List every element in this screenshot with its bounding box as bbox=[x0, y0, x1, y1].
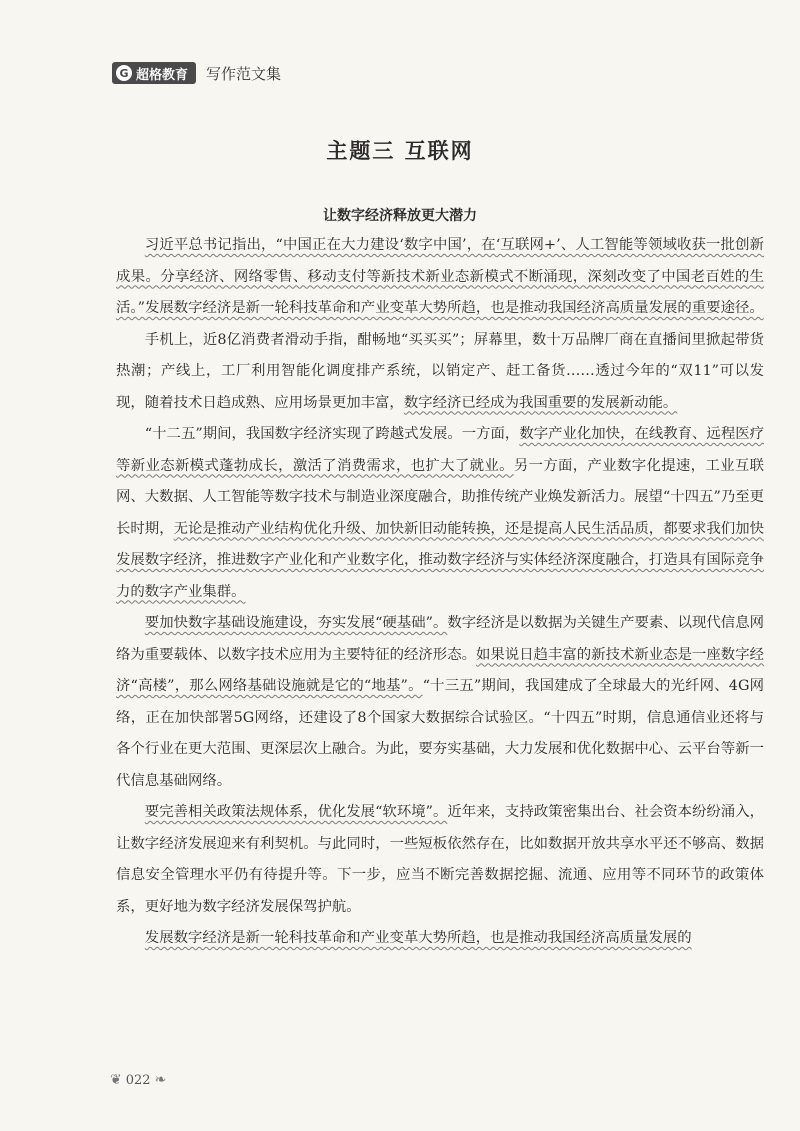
text-segment: 数字经济是以数据为关键生产要素、以现代信息网络为重要载体、以数字技术应用为主要特征的经济形态。 bbox=[116, 615, 764, 663]
paragraph bbox=[116, 608, 764, 797]
underlined-text: 习近平总书记指出，“中国正在大力建设‘数字中国’，在‘互联网+’、人工智能等领域收获一批创新成果。分享经济、网络零售、移动支付等新技术新业态新模式不断涌现，深刻改变了中国老百姓的生活。”发展数字经济是新一轮科技革命和产业变革大势所趋，也是推动我国经济高质量发展的重要途径。 bbox=[116, 237, 764, 316]
article-title: 让数字经济释放更大潜力 bbox=[323, 208, 477, 224]
text-segment: “十三五”期间，我国建成了全球最大的光纤网、4G网络，正在加快部署5G网络，还建设了8个国家大数据综合试验区。“十四五”时期，信息通信业还将与各个行业在更大范围、更深层次上融合。为此，要夯实基础，大力发展和优化数据中心、云平台等新一代信息基础网络。 bbox=[116, 678, 764, 789]
text-segment: 另一方面，产业数字化提速，工业互联网、大数据、人工智能等数字技术与制造业深度融合，助推传统产业焕发新活力。展望“十四五”乃至更长时期， bbox=[116, 457, 764, 537]
brand-g-icon: G bbox=[116, 65, 132, 81]
page-header bbox=[112, 62, 281, 84]
page-footer bbox=[110, 1072, 166, 1088]
text-segment: 手机上，近8亿消费者滑动手指，酣畅地“买买买”；屏幕里，数十万品牌厂商在直播间里掀起带货热潮；产线上，工厂利用智能化调度排产系统，以销定产、赶工备货……透过今年的“双11”可以发现，随着技术日趋成熟、应用场景更加丰富， bbox=[116, 331, 764, 411]
underlined-text: 数字产业化加快，在线教育、远程医疗等新业态新模式蓬勃成长，激活了消费需求，也扩大了就业。 bbox=[116, 426, 764, 474]
flourish-right-icon: ❧ bbox=[154, 1072, 167, 1088]
underlined-text: 要加快数字基础设施建设，夯实发展“硬基础”。 bbox=[144, 615, 448, 631]
underlined-text: 如果说日趋丰富的新技术新业态是一座数字经济“高楼”，那么网络基础设施就是它的“地基”。 bbox=[116, 646, 764, 694]
series-title: 写作范文集 bbox=[206, 64, 282, 83]
theme-title: 主题三 互联网 bbox=[326, 139, 474, 163]
article-body bbox=[116, 230, 764, 955]
underlined-text: 无论是推动产业结构优化升级、加快新旧动能转换，还是提高人民生活品质，都要求我们加快发展数字经济，推进数字产业化和产业数字化，推动数字经济与实体经济深度融合，打造具有国际竞争力的数字产业集群。 bbox=[116, 520, 764, 600]
brand-name: 超格教育 bbox=[136, 67, 189, 83]
text-segment: “十二五”期间，我国数字经济实现了跨越式发展。一方面， bbox=[144, 426, 520, 442]
paragraph bbox=[116, 923, 764, 955]
paragraph bbox=[116, 797, 764, 923]
underlined-text: 要完善相关政策法规体系，优化发展“软环境”。 bbox=[144, 804, 448, 820]
page-number: 022 bbox=[125, 1072, 151, 1088]
paragraph bbox=[116, 230, 764, 325]
text-segment: 近年来，支持政策密集出台、社会资本纷纷涌入，让数字经济发展迎来有利契机。与此同时，一些短板依然存在，比如数据开放共享水平还不够高、数据信息安全管理水平仍有待提升等。下一步，应当不断完善数据挖掘、流通、应用等不同环节的政策体系，更好地为数字经济发展保驾护航。 bbox=[116, 804, 764, 915]
paragraph bbox=[116, 419, 764, 608]
underlined-text: 发展数字经济是新一轮科技革命和产业变革大势所趋，也是推动我国经济高质量发展的 bbox=[144, 930, 692, 946]
underlined-text: 数字经济已经成为我国重要的发展新动能。 bbox=[403, 394, 678, 411]
paragraph bbox=[116, 325, 764, 420]
brand-logo bbox=[112, 62, 196, 84]
flourish-left-icon: ❦ bbox=[110, 1072, 122, 1088]
